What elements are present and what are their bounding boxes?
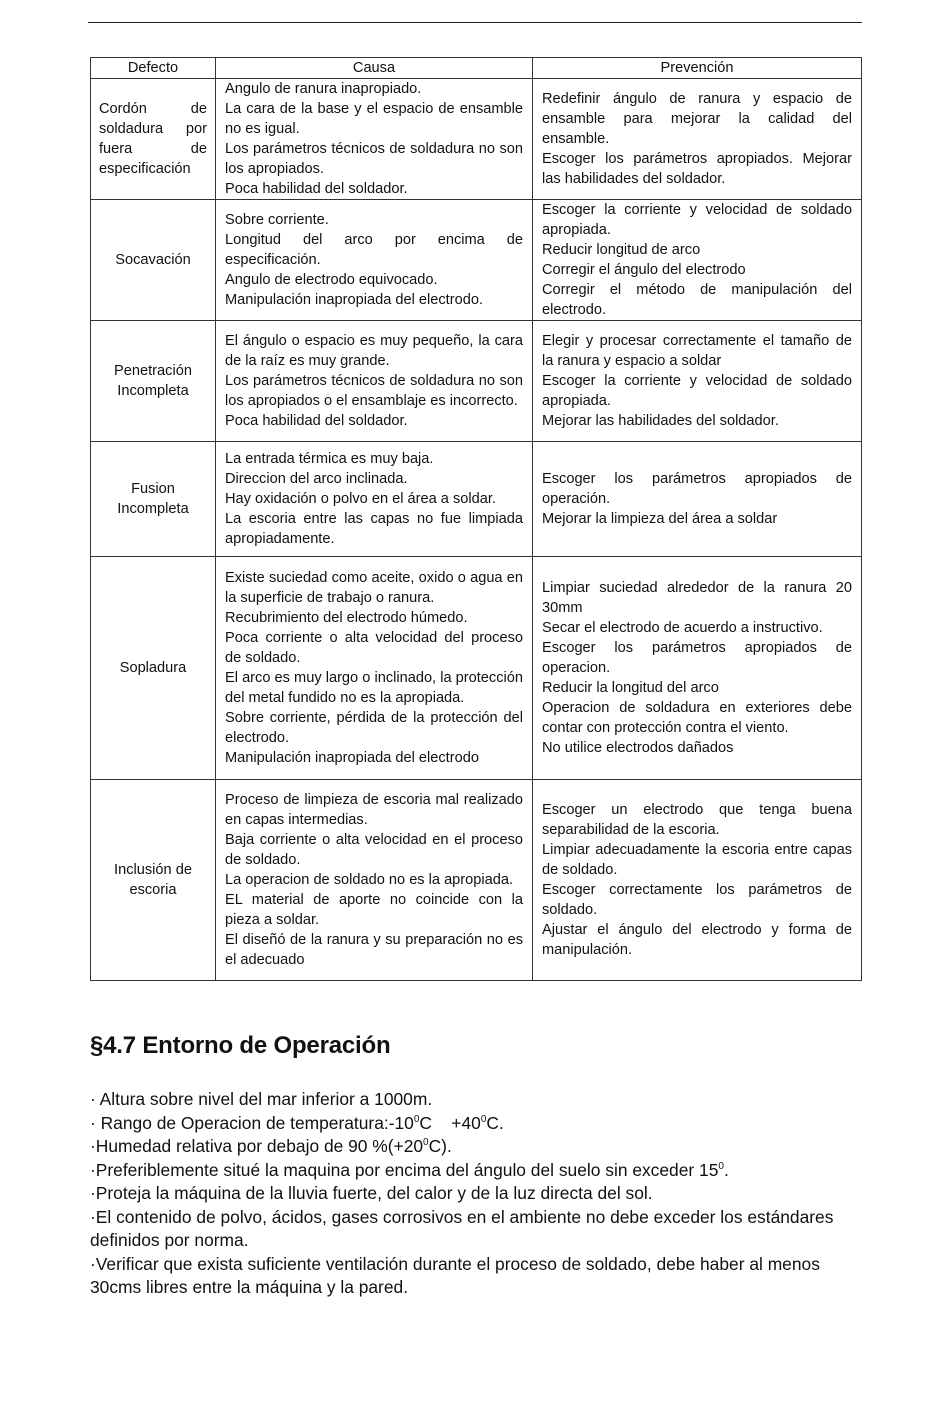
cause-line: Baja corriente o alta velocidad en el proceso de soldado. (225, 832, 523, 868)
prevention-line: Elegir y procesar correctamente el tamaño de la ranura y espacio a soldar (542, 333, 852, 369)
prevention-line: Reducir la longitud del arco (542, 680, 719, 696)
cause-line: Sobre corriente, pérdida de la protección del electrodo. (225, 710, 523, 746)
cause-line: Angulo de ranura inapropiado. (225, 81, 422, 97)
cause-line: Manipulación inapropiada del electrodo (225, 750, 479, 766)
prevention-cell (533, 79, 862, 200)
prevention-line: Operacion de soldadura en exteriores debe contar con protección contra el viento. (542, 700, 852, 736)
prevention-line: Escoger correctamente los parámetros de soldado. (542, 882, 852, 918)
defect-cell: Fusion Incompleta (91, 442, 216, 557)
list-item: · Rango de Operacion de $temperatura:-10^0C$ $+40^0C$. (90, 1112, 504, 1133)
list-item: ·El contenido de polvo, ácidos, gases corrosivos en el ambiente no debe exceder los estándares definidos por norma. (90, 1206, 834, 1250)
header-defecto: Defecto (91, 58, 216, 79)
cause-cell (216, 780, 533, 981)
cause-line: Manipulación inapropiada del electrodo. (225, 292, 483, 308)
defect-cell: Cordón de soldadura por fuera de especificación (91, 79, 216, 200)
defect-cell: Penetración Incompleta (91, 321, 216, 442)
prevention-line: Ajustar el ángulo del electrodo y forma de manipulación. (542, 922, 852, 958)
prevention-cell (533, 780, 862, 981)
prevention-cell (533, 557, 862, 780)
prevention-line: Escoger los parámetros apropiados. Mejorar las habilidades del soldador. (542, 151, 852, 187)
list-item: ·Proteja la máquina de la lluvia fuerte, del calor y de la luz directa del sol. (90, 1183, 653, 1203)
cause-line: Poca corriente o alta velocidad del proceso de soldado. (225, 630, 523, 666)
defect-cell: Sopladura (91, 557, 216, 780)
table-row (91, 780, 862, 981)
table-header-row (91, 58, 862, 79)
cause-cell (216, 557, 533, 780)
defect-cell: Inclusión de escoria (91, 780, 216, 981)
prevention-line: Limpiar adecuadamente la escoria entre capas de soldado. (542, 842, 852, 878)
header-rule (88, 22, 862, 23)
cause-line: Angulo de electrodo equivocado. (225, 272, 438, 288)
cause-line: El diseñó de la ranura y su preparación no es el adecuado (225, 932, 523, 968)
section-title: §4.7 Entorno de Operación (90, 1032, 391, 1059)
list-item: · Altura sobre nivel del mar inferior a 1000m. (90, 1089, 433, 1109)
cause-line: Existe suciedad como aceite, oxido o agua en la superficie de trabajo o ranura. (225, 570, 523, 606)
list-item: ·Humedad relativa por debajo de 90 $\%(+20^0C)$. (90, 1136, 452, 1156)
cause-cell (216, 200, 533, 321)
prevention-line: Limpiar suciedad alrededor de la ranura 20 30mm (542, 580, 852, 616)
list-item: ·Preferiblemente situé la maquina por encima del ángulo del suelo sin exceder $15^0$. (90, 1159, 729, 1180)
prevention-line: Mejorar las habilidades del soldador. (542, 413, 779, 429)
prevention-line: No utilice electrodos dañados (542, 740, 734, 756)
cause-line: Sobre corriente. (225, 212, 329, 228)
header-prevencion: Prevención (533, 58, 862, 79)
defects-table (90, 57, 862, 981)
cause-line: Poca habilidad del soldador. (225, 181, 408, 197)
prevention-line: Secar el electrodo de acuerdo a instructivo. (542, 620, 823, 636)
prevention-line: Escoger la corriente y velocidad de soldado apropiada. (542, 373, 852, 409)
cause-line: Direccion del arco inclinada. (225, 471, 408, 487)
cause-line: Poca habilidad del soldador. (225, 413, 408, 429)
list-item: ·Verificar que exista suficiente ventilación durante el proceso de soldado, debe haber al menos 30cms libres entre la máquina y la pared. (90, 1253, 820, 1297)
prevention-cell (533, 321, 862, 442)
cause-line: La operacion de soldado no es la apropiada. (225, 872, 514, 888)
prevention-line: Escoger la corriente y velocidad de soldado apropiada. (542, 202, 852, 238)
cause-line: Los parámetros técnicos de soldadura no son los apropiados. (225, 141, 523, 177)
table-row (91, 79, 862, 200)
header-causa: Causa (216, 58, 533, 79)
environment-list (90, 1088, 862, 1300)
cause-line: Recubrimiento del electrodo húmedo. (225, 610, 468, 626)
table-row (91, 557, 862, 780)
cause-line: La escoria entre las capas no fue limpiada apropiadamente. (225, 511, 523, 547)
prevention-line: Mejorar la limpieza del área a soldar (542, 511, 778, 527)
prevention-line: Escoger los parámetros apropiados de operación. (542, 471, 852, 507)
cause-line: Longitud del arco por encima de especificación. (225, 232, 523, 268)
cause-line: Los parámetros técnicos de soldadura no son los apropiados o el ensamblaje es incorrecto. (225, 373, 523, 409)
cause-cell (216, 321, 533, 442)
prevention-line: Corregir el método de manipulación del electrodo. (542, 282, 852, 318)
table-row (91, 321, 862, 442)
prevention-line: Redefinir ángulo de ranura y espacio de ensamble para mejorar la calidad del ensamble. (542, 91, 852, 147)
prevention-cell (533, 200, 862, 321)
cause-line: El arco es muy largo o inclinado, la protección del metal fundido no es la apropiada. (225, 670, 523, 706)
cause-cell (216, 79, 533, 200)
defect-cell: Socavación (91, 200, 216, 321)
cause-line: EL material de aporte no coincide con la pieza a soldar. (225, 892, 523, 928)
prevention-line: Escoger los parámetros apropiados de operacion. (542, 640, 852, 676)
table-row (91, 442, 862, 557)
cause-line: La entrada térmica es muy baja. (225, 451, 434, 467)
cause-cell (216, 442, 533, 557)
prevention-cell (533, 442, 862, 557)
prevention-line: Corregir el ángulo del electrodo (542, 262, 746, 278)
prevention-line: Reducir longitud de arco (542, 242, 701, 258)
cause-line: La cara de la base y el espacio de ensamble no es igual. (225, 101, 523, 137)
cause-line: Proceso de limpieza de escoria mal realizado en capas intermedias. (225, 792, 523, 828)
cause-line: Hay oxidación o polvo en el área a soldar. (225, 491, 496, 507)
prevention-line: Escoger un electrodo que tenga buena separabilidad de la escoria. (542, 802, 852, 838)
cause-line: El ángulo o espacio es muy pequeño, la cara de la raíz es muy grande. (225, 333, 523, 369)
table-row (91, 200, 862, 321)
